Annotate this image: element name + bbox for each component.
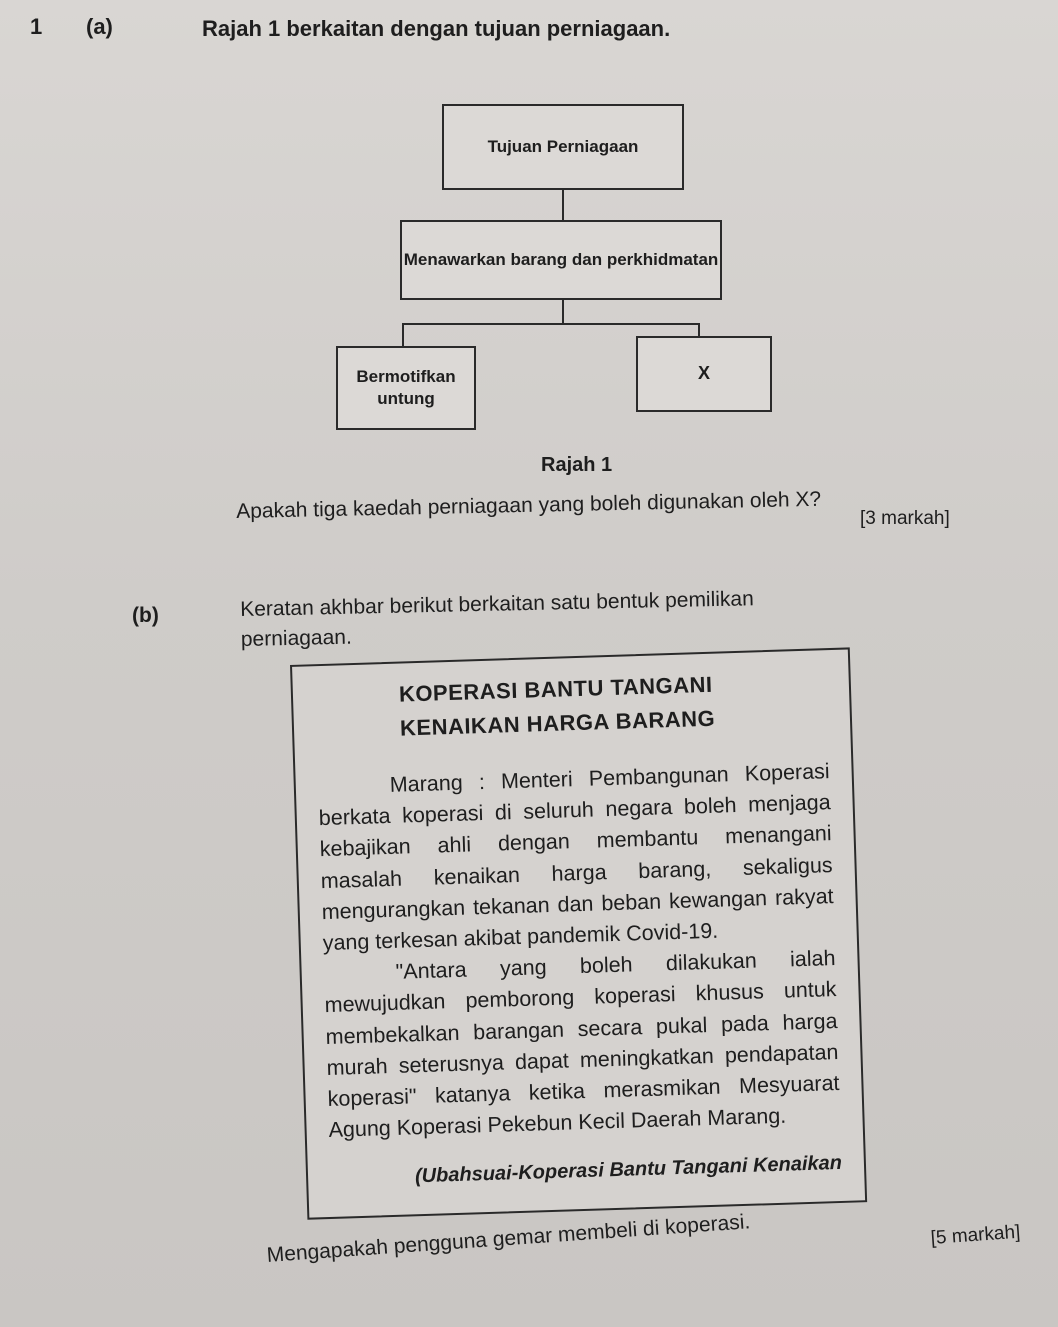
newspaper-clipping <box>290 647 867 1219</box>
connector-line <box>562 190 564 220</box>
article-headline-line: KOPERASI BANTU TANGANI <box>398 671 713 707</box>
part-a-intro: Rajah 1 berkaitan dengan tujuan perniagaan. <box>202 16 671 41</box>
diagram-box-middle-label: Menawarkan barang dan perkhidmatan <box>403 249 719 269</box>
diagram-caption: Rajah 1 <box>541 454 613 476</box>
part-b-label: (b) <box>132 604 159 627</box>
part-a-marks: [3 markah] <box>860 508 950 529</box>
part-b-question: Mengapakah pengguna gemar membeli di koperasi. <box>266 1210 751 1267</box>
article-body <box>317 756 841 1146</box>
article-paragraph: "Antara yang boleh dilakukan ialah mewujudkan pemborong koperasi khusus untuk membekalkan barangan secara pukal pada harga murah seterusnya dapat meningkatkan pendapatan koperasi" katanya ketika merasmikan Mesyuarat Agung Koperasi Pekebun Kecil Daerah Marang. <box>324 946 840 1143</box>
connector-line <box>402 323 404 347</box>
part-a-label: (a) <box>86 14 113 39</box>
article-source: (Ubahsuai-Koperasi Bantu Tangani Kenaikan <box>414 1152 843 1188</box>
part-b-marks: [5 markah] <box>930 1221 1022 1249</box>
connector-line <box>698 323 700 337</box>
diagram-box-right-label: X <box>697 363 710 384</box>
part-b-intro-line: Keratan akhbar berikut berkaitan satu bentuk pemilikan <box>240 587 755 621</box>
connector-line <box>562 300 564 324</box>
article-paragraph: Marang : Menteri Pembangunan Koperasi berkata koperasi di seluruh negara boleh menjaga kebajikan ahli dengan membantu menangani masalah kenaikan harga barang, sekaligus mengurangkan tekanan dan beban kewangan rakyat yang terkesan akibat pandemik Covid-19. <box>318 759 834 956</box>
diagram-box-top <box>442 104 684 190</box>
diagram-box-left-label: Bermotifkan untung <box>356 366 456 408</box>
diagram-box-right <box>636 336 772 412</box>
article-headline <box>314 664 828 748</box>
part-a-question: Apakah tiga kaedah perniagaan yang boleh digunakan oleh X? <box>236 487 822 523</box>
question-number: 1 <box>30 14 43 39</box>
diagram-box-top-label: Tujuan Perniagaan <box>487 136 639 156</box>
connector-line <box>402 323 700 325</box>
diagram-box-left <box>336 346 476 430</box>
article-headline-line: KENAIKAN HARGA BARANG <box>399 705 716 741</box>
part-b-intro-line: perniagaan. <box>240 625 353 651</box>
part-b-intro <box>240 587 755 652</box>
diagram-box-middle <box>400 220 722 300</box>
